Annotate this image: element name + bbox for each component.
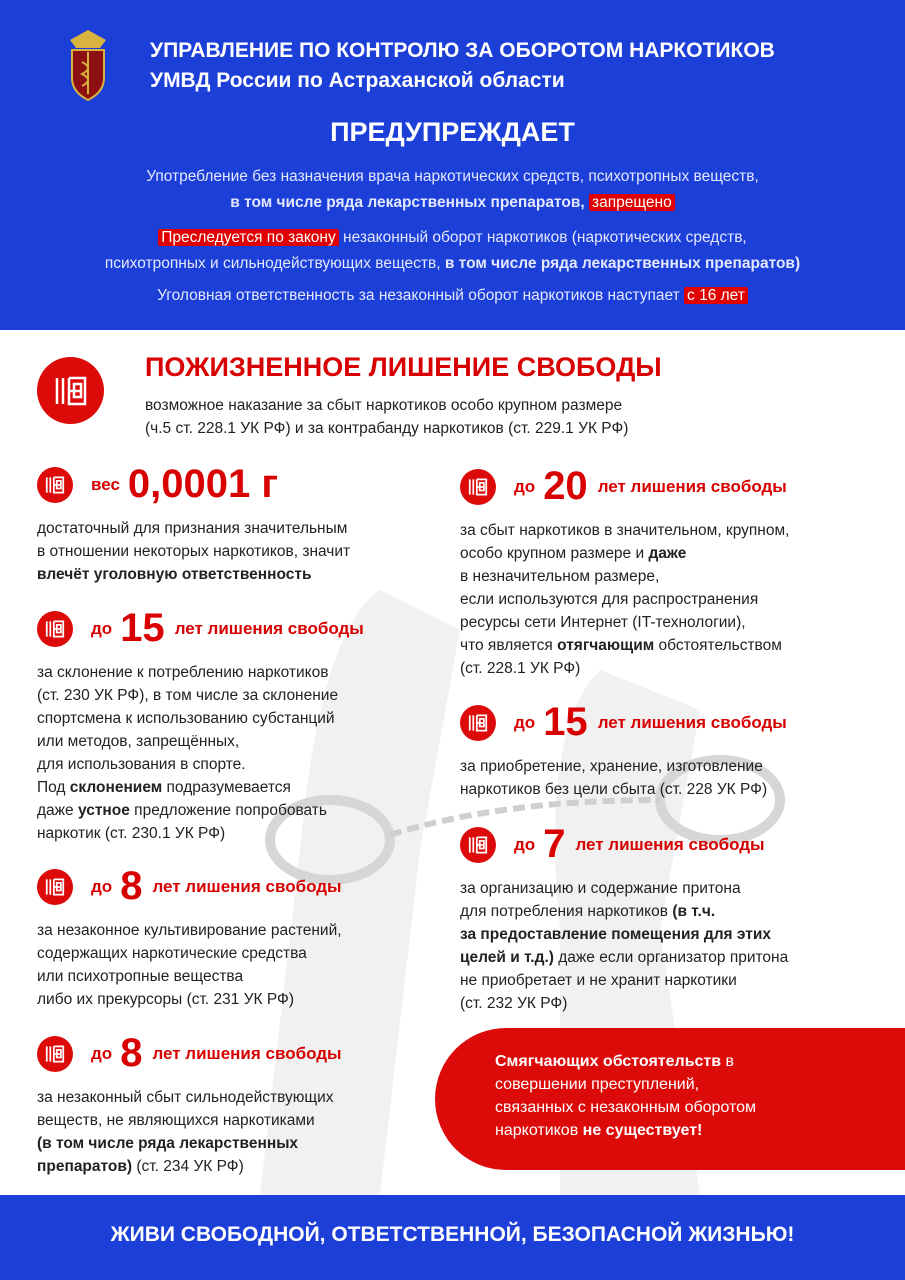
highlighted-text: с 16 лет	[684, 287, 748, 304]
header	[0, 0, 905, 330]
text-segment: возможное наказание за сбыт наркотиков особо крупном размере	[145, 397, 623, 414]
bold-text: в том числе ряда лекарственных препаратов,	[230, 194, 589, 211]
bold-text: Смягчающих обстоятельств	[495, 1053, 722, 1070]
text-line	[37, 822, 364, 845]
life-sentence-title: ПОЖИЗНЕННОЕ ЛИШЕНИЕ СВОБОДЫ	[145, 352, 662, 382]
header-paragraph-2	[0, 225, 905, 277]
police-emblem-icon	[60, 22, 116, 106]
text-segment: за организацию и содержание притона	[460, 880, 741, 897]
text-line	[460, 542, 789, 565]
penalty-block-7-den	[460, 822, 788, 1015]
text-segment: что является	[460, 637, 558, 654]
penalty-number: 15	[543, 700, 588, 744]
text-line	[37, 942, 342, 965]
prison-bars-icon	[37, 1036, 73, 1072]
text-line	[37, 799, 364, 822]
text-line	[460, 611, 789, 634]
penalty-number: 8	[120, 1031, 143, 1075]
text-line	[460, 946, 788, 969]
text-segment: наркотиков	[495, 1122, 583, 1139]
text-segment: (ч.5 ст. 228.1 УК РФ) и за контрабанду наркотиков (ст. 229.1 УК РФ)	[145, 420, 629, 437]
text-line	[495, 1050, 905, 1073]
text-segment: (ст. 234 УК РФ)	[132, 1158, 244, 1175]
text-line	[37, 919, 342, 942]
text-segment: (ст. 228.1 УК РФ)	[460, 660, 581, 677]
text-segment: спортсмена к использованию субстанций	[37, 710, 335, 727]
penalty-suffix: лет лишения свободы	[575, 834, 765, 854]
text-segment: (ст. 230 УК РФ), в том числе за склонение	[37, 687, 339, 704]
text-line	[460, 969, 788, 992]
text-line	[460, 657, 789, 680]
text-segment: для потребления наркотиков	[460, 903, 673, 920]
prison-bars-icon	[37, 869, 73, 905]
text-line	[0, 283, 905, 309]
prison-bars-icon	[460, 469, 496, 505]
text-line	[460, 877, 788, 900]
text-line	[460, 755, 787, 778]
text-segment: психотропных и сильнодействующих веществ,	[104, 255, 445, 272]
text-segment: Уголовная ответственность за незаконный оборот наркотиков наступает	[157, 287, 685, 304]
text-line	[37, 965, 342, 988]
penalty-number: 0,0001 г	[127, 462, 279, 506]
text-line	[37, 776, 364, 799]
bold-text: за предоставление помещения для этих	[460, 926, 771, 943]
text-line	[460, 565, 789, 588]
text-segment: если используются для распространения	[460, 591, 759, 608]
text-line	[495, 1073, 905, 1096]
text-segment: ресурсы сети Интернет (IT-технологии),	[460, 614, 746, 631]
text-line	[37, 563, 350, 586]
penalty-description	[460, 877, 788, 1015]
penalty-block-weight	[37, 462, 350, 586]
text-segment: в отношении некоторых наркотиков, значит	[37, 543, 351, 560]
text-line	[0, 251, 905, 277]
text-line	[145, 394, 628, 417]
bold-text: отягчающим	[557, 637, 655, 654]
warning-heading: ПРЕДУПРЕЖДАЕТ	[330, 117, 575, 147]
penalty-heading	[37, 1031, 342, 1076]
penalty-heading	[37, 462, 350, 507]
text-segment: особо крупном размере и	[460, 545, 649, 562]
text-segment: Под	[37, 779, 70, 796]
penalty-block-15-inducement	[37, 606, 364, 845]
text-line	[460, 634, 789, 657]
text-line	[0, 225, 905, 251]
penalty-heading	[37, 864, 342, 909]
penalty-heading	[460, 700, 787, 745]
text-segment: достаточный для признания значительным	[37, 520, 348, 537]
prison-bars-icon	[37, 467, 73, 503]
prison-bars-icon	[460, 705, 496, 741]
text-line	[37, 1155, 342, 1178]
text-segment: за приобретение, хранение, изготовление	[460, 758, 763, 775]
penalty-prefix: до	[514, 834, 536, 854]
text-line	[37, 988, 342, 1011]
prison-bars-icon	[460, 827, 496, 863]
text-segment: наркотик (ст. 230.1 УК РФ)	[37, 825, 226, 842]
penalty-block-8-cultivation	[37, 864, 342, 1011]
penalty-heading	[460, 464, 789, 509]
text-line	[495, 1096, 905, 1119]
text-segment: предложение попробовать	[129, 802, 327, 819]
header-paragraph-1	[0, 164, 905, 216]
text-line	[495, 1119, 905, 1142]
mitigating-notice	[435, 1028, 905, 1170]
prison-bars-icon	[37, 357, 104, 424]
penalty-description	[37, 661, 364, 845]
bold-text: влечёт уголовную ответственность	[37, 566, 312, 583]
text-segment: за склонение к потреблению наркотиков	[37, 664, 329, 681]
text-segment: даже если организатор притона	[553, 949, 789, 966]
text-line	[37, 517, 350, 540]
penalty-description	[37, 919, 342, 1011]
text-segment: (ст. 232 УК РФ)	[460, 995, 568, 1012]
bold-text: устное	[77, 802, 130, 819]
text-segment: содержащих наркотические средства	[37, 945, 307, 962]
text-segment: или психотропные вещества	[37, 968, 244, 985]
text-segment: в незначительном размере,	[460, 568, 660, 585]
text-segment: обстоятельством	[654, 637, 782, 654]
penalty-heading	[460, 822, 788, 867]
text-line	[37, 730, 364, 753]
text-segment: наркотиков без цели сбыта (ст. 228 УК РФ)	[460, 781, 768, 798]
text-segment: за сбыт наркотиков в значительном, крупном,	[460, 522, 790, 539]
text-segment: даже	[37, 802, 78, 819]
text-line	[37, 684, 364, 707]
bold-text: в том числе ряда лекарственных препаратов)	[444, 255, 801, 272]
bold-text: (в т.ч.	[672, 903, 716, 920]
text-line	[37, 661, 364, 684]
text-line	[460, 923, 788, 946]
text-line	[37, 1109, 342, 1132]
penalty-suffix: лет лишения свободы	[597, 476, 787, 496]
text-segment: за незаконный сбыт сильнодействующих	[37, 1089, 334, 1106]
text-line	[37, 1086, 342, 1109]
text-segment: Употребление без назначения врача наркотических средств, психотропных веществ,	[146, 168, 759, 185]
bold-text: даже	[648, 545, 687, 562]
bold-text: (в том числе ряда лекарственных	[37, 1135, 299, 1152]
bold-text: целей и т.д.)	[460, 949, 554, 966]
text-segment: за незаконное культивирование растений,	[37, 922, 342, 939]
penalty-prefix: до	[91, 876, 113, 896]
penalty-prefix: до	[91, 618, 113, 638]
header-paragraph-3	[0, 283, 905, 309]
text-line	[37, 753, 364, 776]
highlighted-text: запрещено	[589, 194, 675, 211]
text-segment: в	[721, 1053, 735, 1070]
penalty-prefix: вес	[91, 474, 120, 494]
life-sentence-text	[145, 394, 628, 440]
penalty-description	[460, 519, 789, 680]
text-segment: совершении преступлений,	[495, 1076, 700, 1093]
text-line	[145, 417, 628, 440]
footer-slogan: ЖИВИ СВОБОДНОЙ, ОТВЕТСТВЕННОЙ, БЕЗОПАСНОЙ ЖИЗНЬЮ!	[0, 1195, 905, 1280]
penalty-description	[37, 517, 350, 586]
penalty-block-20-sale	[460, 464, 789, 680]
penalty-prefix: до	[514, 712, 536, 732]
penalty-description	[37, 1086, 342, 1178]
penalty-number: 20	[543, 464, 588, 508]
text-segment: не приобретает и не хранит наркотики	[460, 972, 737, 989]
penalty-block-8-potent	[37, 1031, 342, 1178]
text-segment: для использования в спорте.	[37, 756, 246, 773]
bold-text: не существует!	[582, 1122, 703, 1139]
penalty-suffix: лет лишения свободы	[174, 618, 364, 638]
text-line	[37, 1132, 342, 1155]
text-line	[460, 588, 789, 611]
text-segment: веществ, не являющихся наркотиками	[37, 1112, 315, 1129]
text-line	[460, 900, 788, 923]
text-segment: подразумевается	[162, 779, 291, 796]
bold-text: склонением	[69, 779, 163, 796]
text-line	[460, 519, 789, 542]
penalty-prefix: до	[514, 476, 536, 496]
text-line	[0, 190, 905, 216]
penalty-number: 8	[120, 864, 143, 908]
penalty-heading	[37, 606, 364, 651]
text-segment: либо их прекурсоры (ст. 231 УК РФ)	[37, 991, 294, 1008]
penalty-prefix: до	[91, 1043, 113, 1063]
text-line	[37, 707, 364, 730]
org-subtitle: УМВД России по Астраханской области	[150, 69, 565, 92]
penalty-suffix: лет лишения свободы	[152, 1043, 342, 1063]
text-segment: или методов, запрещённых,	[37, 733, 240, 750]
text-line	[0, 164, 905, 190]
text-line	[460, 778, 787, 801]
text-segment: связанных с незаконным оборотом	[495, 1099, 757, 1116]
penalty-suffix: лет лишения свободы	[152, 876, 342, 896]
penalty-number: 7	[543, 822, 566, 866]
org-title: УПРАВЛЕНИЕ ПО КОНТРОЛЮ ЗА ОБОРОТОМ НАРКОТИКОВ	[150, 39, 775, 62]
penalty-description	[460, 755, 787, 801]
penalty-number: 15	[120, 606, 165, 650]
text-line	[460, 992, 788, 1015]
bold-text: препаратов)	[37, 1158, 133, 1175]
text-segment: незаконный оборот наркотиков (наркотических средств,	[338, 229, 747, 246]
prison-bars-icon	[37, 611, 73, 647]
highlighted-text: Преследуется по закону	[158, 229, 339, 246]
penalty-block-15-possession	[460, 700, 787, 801]
penalty-suffix: лет лишения свободы	[597, 712, 787, 732]
text-line	[37, 540, 350, 563]
